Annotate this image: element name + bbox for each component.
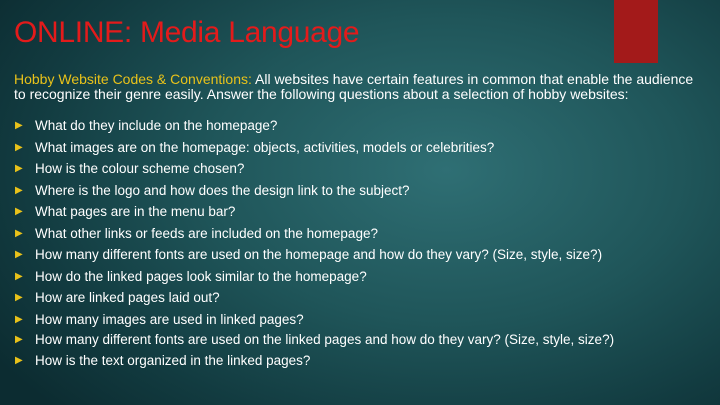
- question-item: [14, 183, 704, 199]
- question-item: [14, 312, 704, 328]
- question-item: [14, 140, 704, 156]
- question-item: [14, 204, 704, 220]
- question-text: What other links or feeds are included on the homepage?: [35, 225, 378, 241]
- intro-text: All websites have certain features in common that enable the audience to recognize their genre easily. Answer the following questions about a selection of hobby websites:: [14, 71, 694, 102]
- intro-paragraph: [14, 72, 700, 101]
- question-list: [14, 118, 704, 374]
- question-text: How many different fonts are used on the linked pages and how do they vary? (Size, style, size?): [35, 332, 615, 348]
- question-text: How many different fonts are used on the homepage and how do they vary? (Size, style, size?): [35, 247, 603, 263]
- question-text: How many images are used in linked pages?: [35, 311, 304, 327]
- triangle-bullet-icon: ▶: [15, 313, 23, 325]
- question-text: How do the linked pages look similar to the homepage?: [35, 268, 367, 284]
- question-item: [14, 269, 704, 285]
- question-text: Where is the logo and how does the design link to the subject?: [35, 182, 410, 198]
- triangle-bullet-icon: ▶: [15, 270, 23, 282]
- question-text: How is the colour scheme chosen?: [35, 161, 245, 177]
- triangle-bullet-icon: ▶: [15, 292, 23, 304]
- triangle-bullet-icon: ▶: [15, 141, 23, 153]
- question-text: What pages are in the menu bar?: [35, 204, 236, 220]
- question-item: [14, 353, 704, 369]
- intro-label: Hobby Website Codes & Conventions:: [14, 71, 252, 87]
- question-text: What do they include on the homepage?: [35, 118, 278, 133]
- triangle-bullet-icon: ▶: [15, 120, 23, 131]
- question-item: [14, 118, 704, 134]
- triangle-bullet-icon: ▶: [15, 249, 23, 261]
- question-item: [14, 161, 704, 177]
- triangle-bullet-icon: ▶: [15, 354, 23, 366]
- triangle-bullet-icon: ▶: [15, 227, 23, 239]
- question-item: [14, 333, 704, 347]
- question-item: [14, 226, 704, 242]
- question-item: [14, 247, 704, 263]
- triangle-bullet-icon: ▶: [15, 334, 23, 346]
- slide-title: ONLINE: Media Language: [14, 16, 360, 49]
- triangle-bullet-icon: ▶: [15, 163, 23, 175]
- triangle-bullet-icon: ▶: [15, 184, 23, 196]
- accent-bar: [614, 0, 658, 63]
- question-text: What images are on the homepage: objects, activities, models or celebrities?: [35, 139, 495, 155]
- question-item: [14, 290, 704, 306]
- question-text: How is the text organized in the linked pages?: [35, 352, 311, 368]
- triangle-bullet-icon: ▶: [15, 206, 23, 218]
- question-text: How are linked pages laid out?: [35, 290, 220, 306]
